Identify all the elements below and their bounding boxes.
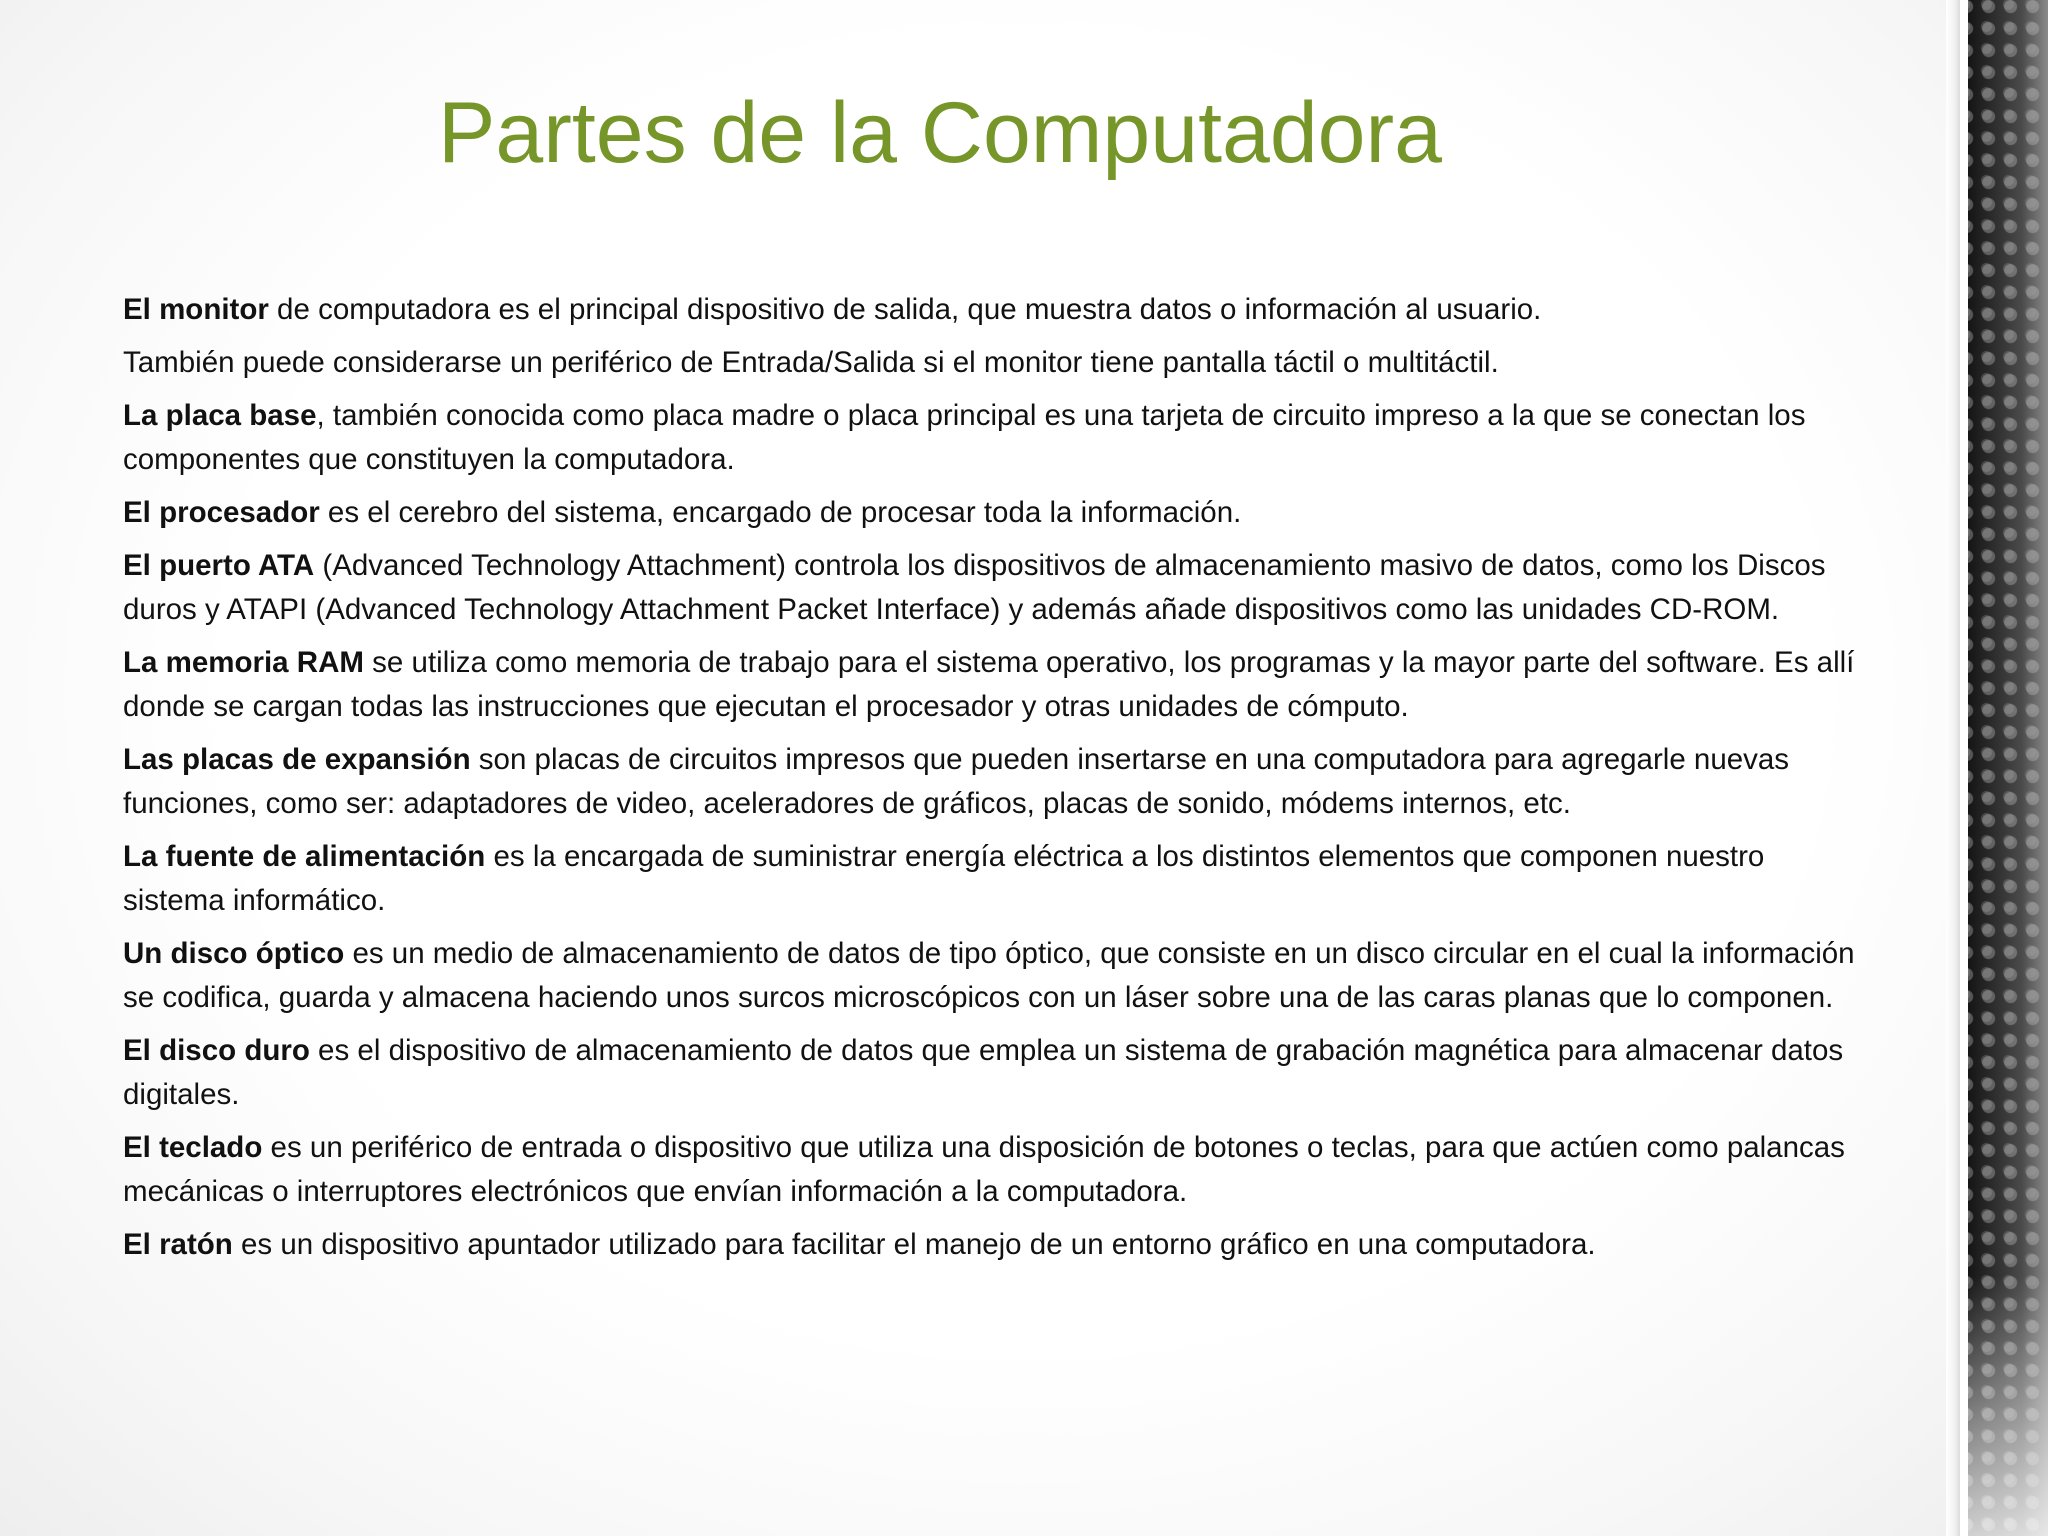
paragraph-text: es el cerebro del sistema, encargado de procesar toda la información. <box>319 496 1242 529</box>
paragraph-text: es un dispositivo apuntador utilizado para facilitar el manejo de un entorno gráfico en una computadora. <box>232 1228 1596 1261</box>
paragraph-term: Un disco óptico <box>123 937 345 970</box>
paragraph-fuente-alimentacion <box>123 835 1863 923</box>
paragraph-teclado <box>123 1126 1863 1214</box>
slide-title: Partes de la Computadora <box>438 85 1442 181</box>
paragraph-placa-base <box>123 394 1863 482</box>
paragraph-term: La memoria RAM <box>123 646 364 679</box>
paragraph-text: También puede considerarse un periférico de Entrada/Salida si el monitor tiene pantalla táctil o multitáctil. <box>123 346 1499 379</box>
paragraph-text: , también conocida como placa madre o placa principal es una tarjeta de circuito impreso a la que se conectan los componentes que constituyen la computadora. <box>123 399 1806 476</box>
paragraph-text: son placas de circuitos impresos que pueden insertarse en una computadora para agregarle nuevas funciones, como ser: adaptadores de video, aceleradores de gráficos, placas de sonido, módems internos, etc. <box>123 743 1790 820</box>
paragraph-placas-expansion <box>123 738 1863 826</box>
decorative-divider-line <box>1960 0 1968 1536</box>
paragraph-term: El procesador <box>123 496 320 529</box>
paragraph-disco-optico <box>123 932 1863 1020</box>
paragraph-disco-duro <box>123 1029 1863 1117</box>
paragraph-text: es el dispositivo de almacenamiento de datos que emplea un sistema de grabación magnética para almacenar datos digitales. <box>123 1034 1844 1111</box>
paragraph-text: de computadora es el principal dispositivo de salida, que muestra datos o información al usuario. <box>268 293 1542 326</box>
paragraph-monitor-io <box>123 341 1863 385</box>
paragraph-term: El ratón <box>123 1228 233 1261</box>
decorative-fade <box>1960 1276 2048 1536</box>
paragraph-raton <box>123 1223 1863 1267</box>
paragraph-term: La placa base <box>123 399 317 432</box>
paragraph-text: es la encargada de suministrar energía eléctrica a los distintos elementos que componen nuestro sistema informático. <box>123 840 1765 917</box>
paragraph-term: El disco duro <box>123 1034 310 1067</box>
paragraph-monitor <box>123 288 1863 332</box>
paragraph-term: El monitor <box>123 293 269 326</box>
paragraph-term: El puerto ATA <box>123 549 315 582</box>
decorative-pattern-strip <box>1960 0 2048 1536</box>
paragraph-text: es un periférico de entrada o dispositivo que utiliza una disposición de botones o teclas, para que actúen como palancas mecánicas o interruptores electrónicos que envían información a la computadora. <box>123 1131 1845 1208</box>
paragraph-procesador <box>123 491 1863 535</box>
paragraph-text: es un medio de almacenamiento de datos de tipo óptico, que consiste en un disco circular en el cual la información se codifica, guarda y almacena haciendo unos surcos microscópicos con un láser sobre una de las caras planas que lo componen. <box>123 937 1855 1014</box>
paragraph-term: La fuente de alimentación <box>123 840 486 873</box>
paragraph-text: se utiliza como memoria de trabajo para el sistema operativo, los programas y la mayor parte del software. Es allí donde se cargan todas las instrucciones que ejecutan el procesador y otras unidades de cómputo. <box>123 646 1855 723</box>
decorative-edge <box>1946 0 1960 1536</box>
paragraph-term: El teclado <box>123 1131 263 1164</box>
slide-body <box>123 288 1863 1276</box>
paragraph-term: Las placas de expansión <box>123 743 471 776</box>
paragraph-memoria-ram <box>123 641 1863 729</box>
paragraph-text: (Advanced Technology Attachment) controla los dispositivos de almacenamiento masivo de datos, como los Discos duros y ATAPI (Advanced Technology Attachment Packet Interface) y además añade dispositivos como las unidades CD-ROM. <box>123 549 1826 626</box>
paragraph-puerto-ata <box>123 544 1863 632</box>
